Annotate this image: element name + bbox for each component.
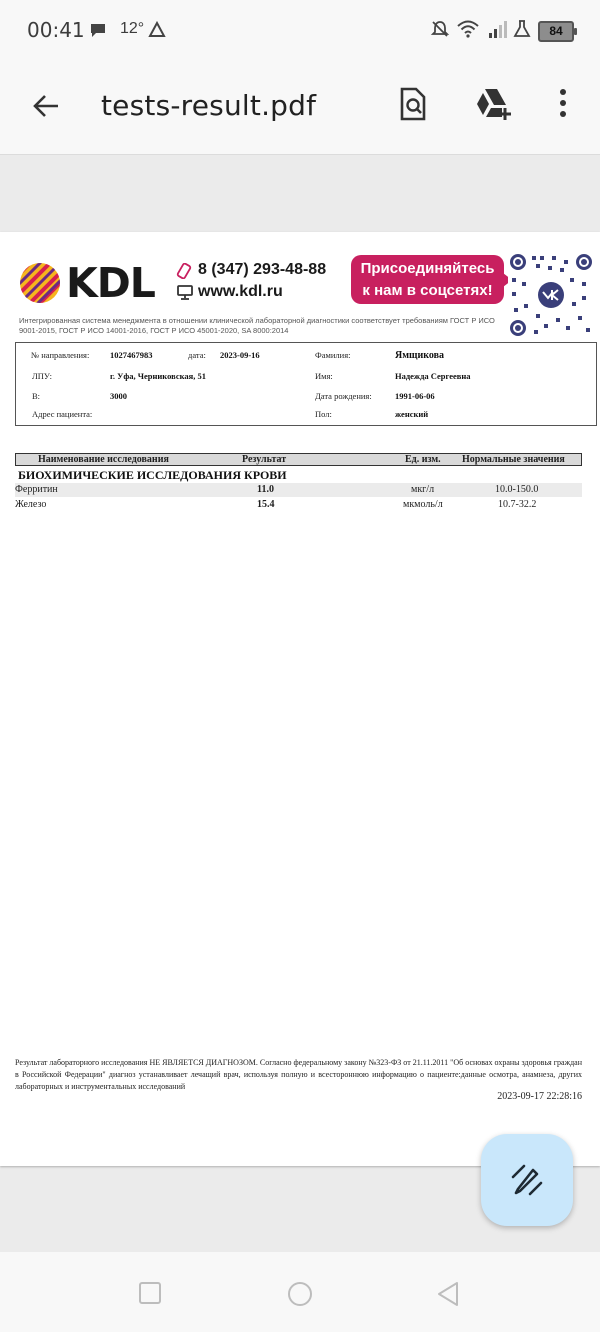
home-circle-icon[interactable]	[286, 1281, 314, 1309]
referral-value: 1027467983	[110, 350, 153, 360]
header-result: Результат	[242, 454, 287, 465]
row-test-name: Железо	[15, 499, 47, 510]
surname-label: Фамилия:	[315, 350, 351, 360]
header-norm: Нормальные значения	[462, 454, 565, 465]
drive-triangle-icon	[148, 21, 166, 39]
b-value: 3000	[110, 391, 127, 401]
row-result: 15.4	[257, 499, 275, 510]
status-temperature: 12°	[120, 20, 145, 37]
signal-icon	[487, 19, 509, 39]
recents-square-icon[interactable]	[138, 1281, 162, 1305]
date-label: дата:	[188, 350, 206, 360]
row-unit: мкмоль/л	[403, 499, 443, 510]
lpu-label: ЛПУ:	[32, 371, 52, 381]
address-label: Адрес пациента:	[32, 409, 93, 419]
document-title: tests-result.pdf	[101, 89, 317, 122]
pdf-page	[0, 232, 600, 1166]
monitor-icon	[176, 284, 194, 300]
row-norm: 10.0-150.0	[495, 484, 539, 495]
b-label: В:	[32, 391, 41, 401]
viewer-background	[0, 155, 600, 232]
disclaimer-text: Результат лабораторного исследования НЕ ЯВЛЯЕТСЯ ДИАГНОЗОМ. Согласно федеральному закону №323-ФЗ от 21.11.2011 "Об основах охраны здоровья граждан в Российской Федерации" диагноз устанавливает лечащий врач, используя полную и всестороннюю информацию о пациенте:данные осмотра, анамнеза, других лабораторных и инструментальных исследований	[15, 1058, 582, 1091]
dob-label: Дата рождения:	[315, 391, 372, 401]
back-triangle-icon[interactable]	[436, 1281, 460, 1307]
row-norm: 10.7-32.2	[498, 499, 537, 510]
more-options-icon[interactable]	[558, 86, 568, 120]
date-value: 2023-09-16	[220, 350, 260, 360]
kdl-logo-icon	[19, 262, 61, 304]
lab-website: www.kdl.ru	[198, 283, 283, 300]
back-arrow-icon[interactable]	[30, 90, 62, 122]
name-value: Надежда Сергеевна	[395, 371, 471, 381]
battery-indicator: 84	[538, 21, 574, 42]
results-table-header	[15, 453, 582, 466]
print-timestamp: 2023-09-17 22:28:16	[497, 1091, 582, 1102]
status-time: 00:41	[27, 18, 85, 42]
add-to-drive-icon[interactable]	[474, 86, 514, 122]
table-row	[15, 483, 582, 497]
social-banner-line1: Присоединяйтесь	[360, 260, 495, 277]
header-unit: Ед. изм.	[405, 454, 441, 465]
qr-code-icon	[508, 252, 594, 338]
wifi-icon	[456, 19, 480, 39]
chat-bubble-icon	[89, 22, 107, 38]
lab-phone: 8 (347) 293-48-88	[198, 261, 327, 278]
app-bar	[0, 60, 600, 155]
dob-value: 1991-06-06	[395, 391, 435, 401]
row-unit: мкг/л	[411, 484, 435, 495]
row-test-name: Ферритин	[15, 484, 58, 495]
name-label: Имя:	[315, 371, 333, 381]
annotate-button[interactable]	[481, 1134, 573, 1226]
table-row	[15, 498, 582, 512]
header-test-name: Наименование исследования	[38, 454, 169, 465]
kdl-logo-text: KDL	[66, 259, 155, 307]
lpu-value: г. Уфа, Черниковская, 51	[110, 371, 206, 381]
status-bar	[0, 0, 600, 60]
sex-value: женский	[395, 409, 429, 419]
search-document-icon[interactable]	[398, 86, 428, 122]
surname-value: Ямщикова	[395, 350, 445, 361]
social-banner	[351, 255, 504, 304]
certification-text: Интегрированная система менеджмента в отношении клинической лабораторной диагностики соответствует требованиям ГОСТ Р ИСО 9001-2015, ГОСТ Р ИСО 14001-2016, ГОСТ Р ИСО 45001-2020, SA 8000:2014	[19, 316, 495, 335]
social-banner-line2: к нам в соцсетях!	[362, 282, 493, 299]
referral-label: № направления:	[31, 350, 90, 360]
pen-edit-icon	[510, 1163, 544, 1197]
phone-icon	[176, 263, 192, 279]
row-result: 11.0	[257, 484, 274, 495]
flask-icon	[513, 19, 531, 39]
sex-label: Пол:	[315, 409, 332, 419]
patient-info-box	[15, 342, 597, 426]
section-title: БИОХИМИЧЕСКИЕ ИССЛЕДОВАНИЯ КРОВИ	[18, 468, 287, 482]
notifications-off-icon	[430, 19, 450, 39]
